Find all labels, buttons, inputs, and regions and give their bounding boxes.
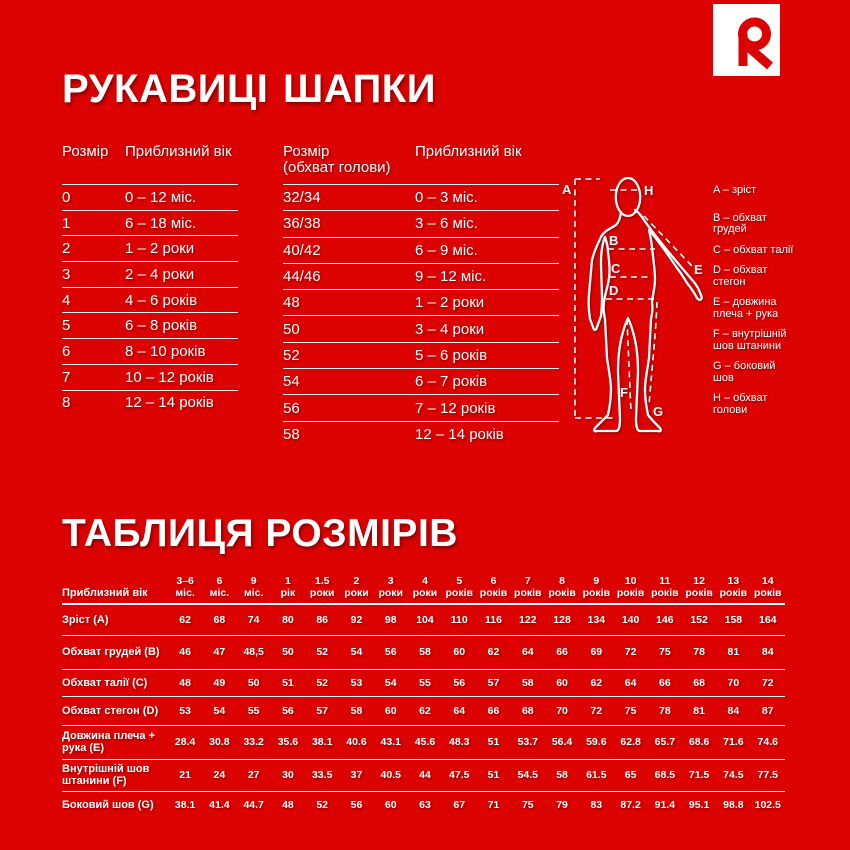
measurement-value-cell: 80 [282, 613, 294, 626]
measurement-value-cell: 48 [282, 799, 294, 812]
hats-age-column-header: Приблизний вік [415, 143, 522, 160]
measurement-value-cell: 62 [487, 646, 500, 658]
age-number: 5 [456, 575, 463, 587]
age-unit: міс. [209, 587, 230, 599]
age-number: 10 [624, 575, 637, 587]
measurement-value-cell: 53 [179, 704, 191, 717]
measurement-value-cell: 44.7 [243, 799, 264, 812]
hats-row [283, 421, 559, 447]
measurement-value-cell: 164 [758, 613, 777, 626]
measurement-value-cell: 54 [384, 676, 397, 689]
age-unit: років [445, 587, 473, 599]
measurement-value-cell: 33.2 [243, 736, 264, 748]
measurement-value-cell: 60 [384, 799, 397, 812]
age-unit: років [479, 587, 508, 599]
measurement-value-cell: 77.5 [757, 769, 778, 781]
age-unit: років [685, 587, 713, 599]
body-measurement-diagram [556, 166, 711, 451]
measurement-value-cell: 71 [487, 799, 500, 812]
measurement-value-cell: 70 [727, 676, 740, 689]
size-table-row [62, 725, 785, 759]
gloves-size-cell: 0 [62, 188, 71, 206]
gloves-row [62, 312, 238, 338]
measurement-value-cell: 92 [350, 613, 363, 626]
measurement-value-cell: 79 [556, 799, 568, 812]
measurement-value-cell: 38.1 [311, 736, 333, 748]
age-number: 9 [593, 575, 600, 587]
age-unit: рік [280, 587, 296, 599]
gloves-age-column-header: Приблизний вік [125, 143, 232, 160]
measurement-value-cell: 75 [624, 704, 637, 717]
measurement-value-cell: 98 [384, 613, 397, 626]
figure-label-d: D [609, 283, 619, 298]
age-column-header [237, 575, 271, 604]
measurement-value-cell: 40.5 [380, 769, 401, 781]
age-number: 13 [727, 575, 740, 587]
hats-row [283, 184, 559, 210]
measurement-value-cell: 134 [587, 613, 606, 626]
measurement-value-cell: 68 [693, 676, 705, 689]
measurement-value-cell: 55 [247, 704, 260, 717]
hats-age-cell: 7 – 12 років [415, 399, 496, 417]
size-table-body [62, 604, 785, 819]
hats-age-cell: 0 – 3 міс. [415, 189, 478, 207]
measurement-value-cell: 52 [316, 676, 329, 689]
measurement-value-cell: 56 [384, 646, 397, 658]
hats-size-cell: 36/38 [283, 215, 321, 233]
measurement-value-cell: 64 [453, 704, 466, 717]
measurement-value-cell: 54 [350, 646, 363, 658]
age-unit: років [616, 587, 645, 599]
measurement-value-cell: 58 [350, 704, 363, 717]
measurement-value-cell: 62 [179, 613, 191, 626]
measurement-value-cell: 43.1 [380, 736, 401, 748]
measurement-row-label: Довжина плеча + рука (E) [62, 730, 156, 754]
size-table-row [62, 669, 785, 696]
measurement-value-cell: 66 [659, 676, 671, 689]
size-table-header-row [62, 575, 785, 604]
gloves-row [62, 210, 238, 236]
hats-row [283, 394, 559, 420]
hats-age-cell: 3 – 4 роки [415, 320, 485, 338]
hats-title: ШАПКИ [283, 67, 436, 111]
measurement-value-cell: 84 [761, 646, 774, 658]
measurement-value-cell: 56 [453, 676, 466, 689]
measurement-value-cell: 28.4 [174, 736, 196, 748]
measurement-value-cell: 102.5 [754, 799, 781, 812]
age-row-header: Приблизний вік [62, 587, 148, 599]
age-column-header [339, 575, 373, 604]
measurement-value-cell: 62 [590, 676, 603, 689]
measurement-value-cell: 63 [419, 799, 431, 812]
age-column-header [545, 575, 579, 604]
age-number: 1 [285, 575, 291, 587]
measurement-value-cell: 95.1 [688, 799, 710, 812]
gloves-title: РУКАВИЦІ [62, 67, 269, 111]
measurement-value-cell: 48 [179, 676, 191, 689]
age-column-header [271, 575, 305, 604]
hats-age-cell: 9 – 12 міс. [415, 268, 487, 286]
age-number: 2 [353, 575, 360, 587]
gloves-size-cell: 2 [62, 240, 71, 258]
measurement-value-cell: 44 [419, 769, 431, 781]
size-table-row [62, 791, 785, 819]
gloves-age-cell: 10 – 12 років [125, 368, 214, 386]
measurement-value-cell: 50 [247, 676, 260, 689]
measurement-value-cell: 75 [521, 799, 534, 812]
measurement-value-cell: 45.6 [414, 736, 436, 748]
age-column-header [579, 575, 613, 604]
measurement-value-cell: 60 [556, 676, 568, 689]
figure-label-c: C [611, 261, 621, 276]
gloves-size-table [62, 144, 238, 415]
measurement-value-cell: 81 [693, 704, 705, 717]
legend-item: H – обхват голови [713, 392, 768, 416]
hats-size-cell: 50 [283, 320, 300, 338]
measurement-value-cell: 58 [419, 646, 431, 658]
age-column-header [476, 575, 510, 604]
measurement-value-cell: 30 [282, 769, 294, 781]
measurement-value-cell: 46 [179, 646, 191, 658]
size-table [62, 575, 785, 819]
size-table-title: ТАБЛИЦЯ РОЗМІРІВ [62, 512, 458, 555]
measurement-value-cell: 68 [521, 704, 534, 717]
hats-row [283, 342, 559, 368]
measurement-row-label: Боковий шов (G) [62, 799, 154, 812]
gloves-size-cell: 6 [62, 342, 71, 360]
hats-age-cell: 6 – 7 років [415, 373, 488, 391]
age-column-header [442, 575, 476, 604]
measurement-value-cell: 66 [556, 646, 568, 658]
measurement-value-cell: 56.4 [551, 736, 573, 748]
hats-size-column-header [283, 144, 415, 184]
hats-size-cell: 52 [283, 346, 300, 364]
hats-age-cell: 12 – 14 років [415, 425, 504, 443]
reserved-r-icon [713, 4, 780, 76]
measurement-value-cell: 152 [690, 613, 708, 626]
measurement-value-cell: 72 [590, 704, 603, 717]
gloves-row [62, 235, 238, 261]
measurement-value-cell: 54 [213, 704, 226, 717]
age-column-header [305, 575, 339, 604]
hats-age-cell: 1 – 2 роки [415, 294, 485, 312]
age-column-header [613, 575, 647, 604]
measurement-value-cell: 53.7 [517, 736, 538, 748]
hats-table-header [283, 144, 559, 184]
logo-loop [743, 22, 767, 46]
age-unit: років [754, 587, 782, 599]
measurement-row-label: Внутрішній шов штанини (F) [62, 763, 150, 787]
age-column-header [408, 575, 442, 604]
gloves-size-cell: 5 [62, 317, 71, 335]
age-number: 6 [216, 575, 223, 587]
hats-size-cell: 48 [283, 294, 300, 312]
legend-item: A – зріст [713, 184, 757, 196]
age-unit: міс. [175, 587, 195, 599]
gloves-age-cell: 4 – 6 років [125, 291, 198, 309]
figure-label-g: G [653, 404, 664, 419]
hats-size-header-line1: Розмір [283, 143, 330, 160]
measurement-value-cell: 33.5 [311, 769, 333, 781]
hats-age-cell: 6 – 9 міс. [415, 241, 478, 259]
measurement-value-cell: 30.8 [209, 736, 230, 748]
age-number: 11 [659, 575, 671, 587]
figure-label-f: F [620, 385, 628, 400]
gloves-age-cell: 12 – 14 років [125, 394, 214, 412]
measurement-row-label: Обхват стегон (D) [62, 704, 159, 717]
hats-size-cell: 58 [283, 425, 300, 443]
legend-item: D – обхват стегон [713, 264, 768, 288]
measurement-value-cell: 128 [553, 613, 571, 626]
measurement-value-cell: 48.3 [449, 736, 470, 748]
age-number: 7 [524, 575, 531, 587]
hats-row [283, 315, 559, 341]
hats-row [283, 263, 559, 289]
measurement-row-label: Зріст (A) [62, 613, 109, 626]
measurement-value-cell: 116 [485, 613, 502, 626]
gloves-size-cell: 8 [62, 394, 71, 412]
measurement-value-cell: 91.4 [654, 799, 676, 812]
age-unit: роки [309, 587, 335, 599]
gloves-age-cell: 2 – 4 роки [125, 265, 195, 283]
age-column-header [202, 575, 236, 604]
age-column-header [168, 575, 202, 604]
measurement-value-cell: 98.8 [723, 799, 744, 812]
gloves-size-column-header: Розмір [62, 143, 109, 160]
measurement-value-cell: 52 [316, 646, 329, 658]
measurement-value-cell: 68.5 [654, 769, 676, 781]
gloves-age-cell: 1 – 2 роки [125, 240, 195, 258]
measurement-value-cell: 40.6 [346, 736, 367, 748]
size-table-row [62, 759, 785, 791]
gloves-size-cell: 3 [62, 265, 71, 283]
hats-row [283, 289, 559, 315]
measurement-value-cell: 51 [487, 769, 500, 781]
legend-item: F – внутрішній шов штанини [713, 328, 787, 352]
age-number: 9 [250, 575, 257, 587]
measurement-value-cell: 62.8 [620, 736, 641, 748]
measurement-value-cell: 60 [384, 704, 397, 717]
age-number: 4 [422, 575, 428, 587]
gloves-age-cell: 0 – 12 міс. [125, 188, 197, 206]
gloves-row [62, 287, 238, 313]
measurement-value-cell: 27 [247, 769, 260, 781]
legend-item: E – довжина плеча + рука [713, 296, 779, 320]
figure-label-a: A [562, 182, 572, 197]
measurement-value-cell: 50 [282, 646, 294, 658]
measurement-value-cell: 74.5 [723, 769, 744, 781]
measurement-value-cell: 65.7 [654, 736, 676, 748]
hats-size-cell: 44/46 [283, 268, 321, 286]
measurement-value-cell: 81 [727, 646, 740, 658]
hats-size-cell: 32/34 [283, 189, 321, 207]
measurement-value-cell: 146 [656, 613, 674, 626]
measurement-value-cell: 70 [556, 704, 568, 717]
gloves-age-cell: 8 – 10 років [125, 342, 206, 360]
measurement-value-cell: 48,5 [243, 646, 264, 658]
measurement-value-cell: 59.6 [586, 736, 607, 748]
gloves-age-cell: 6 – 18 міс. [125, 214, 197, 232]
measurement-value-cell: 47 [213, 646, 226, 658]
hats-age-cell: 3 – 6 міс. [415, 215, 478, 233]
measurement-value-cell: 66 [487, 704, 500, 717]
hats-size-cell: 56 [283, 399, 300, 417]
age-unit: років [548, 587, 576, 599]
measurement-value-cell: 140 [621, 613, 640, 626]
hats-size-cell: 40/42 [283, 241, 321, 259]
measurement-value-cell: 61.5 [586, 769, 607, 781]
measurement-value-cell: 35.6 [277, 736, 299, 748]
measurement-value-cell: 122 [519, 613, 537, 626]
measurement-value-cell: 24 [213, 769, 226, 781]
age-unit: років [719, 587, 748, 599]
measurement-value-cell: 55 [419, 676, 431, 689]
measurement-value-cell: 53 [350, 676, 363, 689]
measurement-value-cell: 87.2 [620, 799, 641, 812]
measurement-value-cell: 60 [453, 646, 466, 658]
measurement-value-cell: 37 [350, 769, 363, 781]
measurement-value-cell: 62 [419, 704, 431, 717]
measurement-value-cell: 65 [624, 769, 637, 781]
measurement-value-cell: 49 [213, 676, 226, 689]
measurement-value-cell: 84 [727, 704, 740, 717]
hats-table-rows [283, 184, 559, 447]
age-unit: міс. [243, 587, 264, 599]
measurement-value-cell: 57 [316, 704, 329, 717]
measurement-value-cell: 78 [693, 646, 705, 658]
gloves-size-cell: 1 [62, 214, 71, 232]
measurement-value-cell: 54.5 [517, 769, 538, 781]
legend-item: B – обхват грудей [713, 211, 767, 235]
measurement-value-cell: 64 [521, 646, 534, 658]
measurement-value-cell: 52 [316, 799, 329, 812]
age-column-header [682, 575, 716, 604]
age-number: 3 [387, 575, 394, 587]
figure-label-b: B [609, 233, 619, 248]
hats-row [283, 210, 559, 236]
gloves-row [62, 338, 238, 364]
hats-size-table [283, 144, 559, 447]
hats-size-cell: 54 [283, 373, 300, 391]
measurement-value-cell: 51 [487, 736, 500, 748]
measurement-value-cell: 87 [761, 704, 774, 717]
measurement-value-cell: 58 [556, 769, 568, 781]
age-unit: роки [412, 587, 438, 599]
age-number: 14 [761, 575, 774, 587]
measurement-value-cell: 51 [282, 676, 294, 689]
age-column-header [751, 575, 785, 604]
measurement-value-cell: 71.6 [723, 736, 744, 748]
gloves-size-cell: 4 [62, 291, 71, 309]
hats-size-header-line2: (обхват голови) [283, 159, 391, 176]
legend-item: G – боковий шов [713, 360, 776, 384]
measurement-value-cell: 69 [590, 646, 603, 658]
measurement-value-cell: 56 [350, 799, 363, 812]
measurement-value-cell: 68 [213, 613, 226, 626]
brand-logo [713, 4, 780, 76]
hats-row [283, 237, 559, 263]
figure-label-h: H [644, 183, 654, 198]
legend-item: C – обхват талії [713, 243, 794, 256]
measurement-value-cell: 56 [282, 704, 294, 717]
gloves-age-cell: 6 – 8 років [125, 317, 198, 335]
age-column-header [374, 575, 408, 604]
gloves-table-rows [62, 184, 238, 415]
size-table-row [62, 696, 785, 725]
measurement-value-cell: 86 [316, 613, 329, 626]
age-unit: років [514, 587, 542, 599]
measurement-value-cell: 41.4 [209, 799, 230, 812]
age-column-header [648, 575, 682, 604]
age-column-header [511, 575, 545, 604]
figure-label-e: E [694, 262, 703, 277]
gloves-row [62, 390, 238, 416]
measurement-value-cell: 110 [450, 613, 468, 626]
size-table-row [62, 635, 785, 669]
measurement-value-cell: 72 [624, 646, 637, 658]
measurement-value-cell: 74 [247, 613, 260, 626]
age-unit: роки [344, 587, 369, 599]
measurement-value-cell: 21 [179, 769, 191, 781]
measurement-value-cell: 68.6 [688, 736, 710, 748]
gloves-size-cell: 7 [62, 368, 71, 386]
measurement-value-cell: 74.6 [757, 736, 778, 748]
age-number: 1.5 [314, 575, 330, 587]
age-number: 3–6 [176, 575, 194, 587]
age-unit: років [651, 587, 679, 599]
age-unit: роки [378, 587, 403, 599]
measurement-value-cell: 64 [624, 676, 637, 689]
age-unit: років [582, 587, 611, 599]
measurement-legend [713, 185, 799, 425]
gloves-row [62, 261, 238, 287]
age-number: 6 [490, 575, 497, 587]
age-number: 8 [559, 575, 565, 587]
measurement-value-cell: 78 [659, 704, 671, 717]
measurement-value-cell: 57 [487, 676, 500, 689]
gloves-row [62, 364, 238, 390]
measurement-value-cell: 83 [590, 799, 603, 812]
measurement-value-cell: 58 [521, 676, 534, 689]
figure-body-outline [589, 210, 702, 431]
measurement-value-cell: 67 [453, 799, 466, 812]
gloves-row [62, 184, 238, 210]
age-number: 12 [693, 575, 705, 587]
measurement-value-cell: 71.5 [688, 769, 710, 781]
measurement-value-cell: 72 [761, 676, 774, 689]
measurement-row-label: Обхват талії (C) [62, 676, 148, 689]
measurement-value-cell: 75 [659, 646, 671, 658]
measurement-value-cell: 158 [724, 613, 743, 626]
hats-row [283, 368, 559, 394]
size-table-head [62, 575, 785, 604]
age-column-header [716, 575, 750, 604]
size-table-row [62, 604, 785, 635]
measurement-value-cell: 104 [416, 613, 434, 626]
measurement-value-cell: 47.5 [449, 769, 470, 781]
hats-age-cell: 5 – 6 років [415, 346, 488, 364]
measurement-row-label: Обхват грудей (B) [62, 646, 160, 658]
gloves-table-header [62, 144, 238, 184]
measurement-value-cell: 38.1 [174, 799, 196, 812]
